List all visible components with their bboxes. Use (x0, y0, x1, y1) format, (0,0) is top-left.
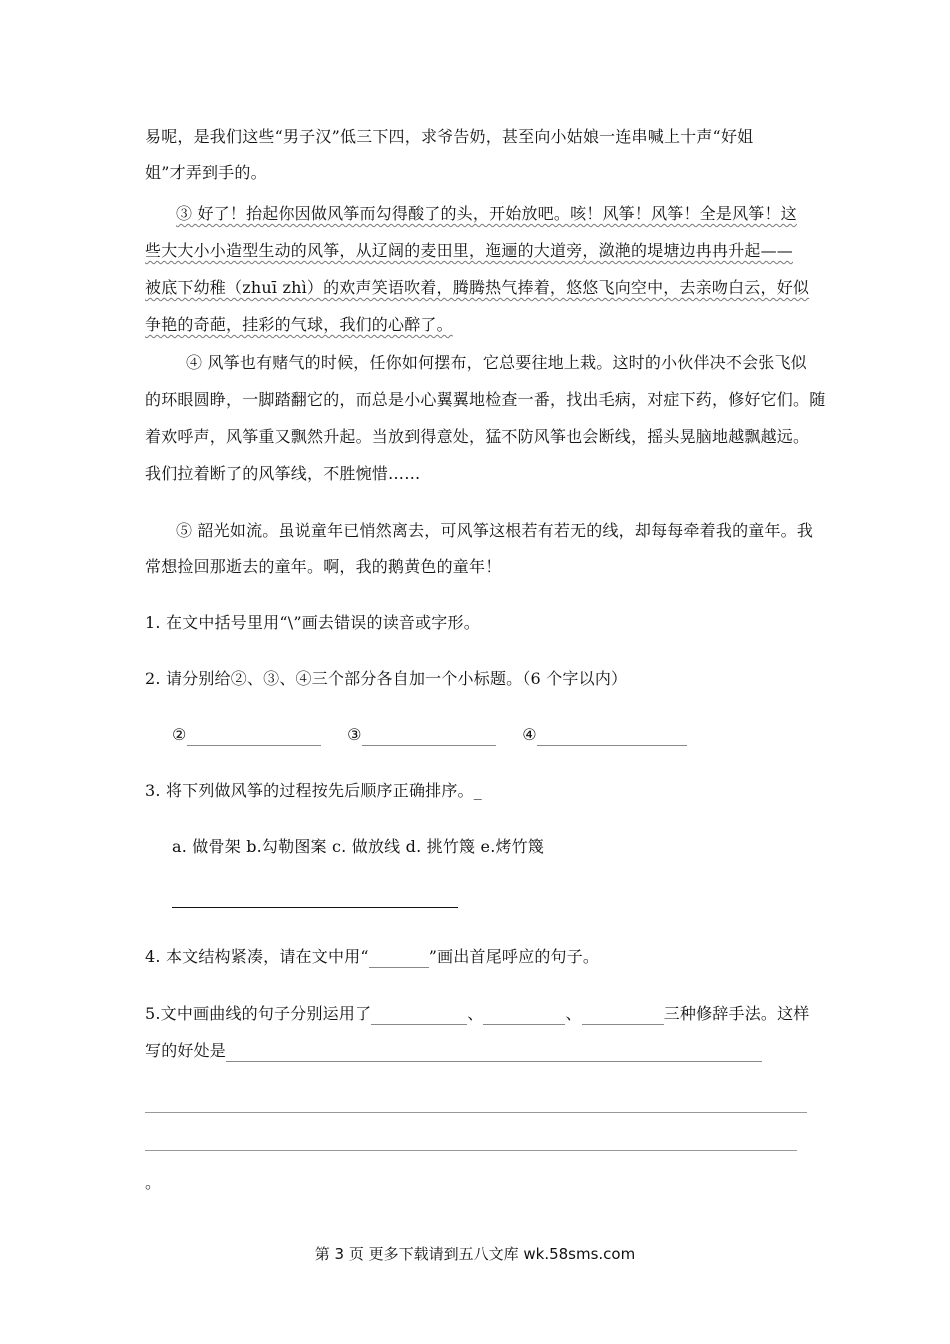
paragraph-3-line-1 (176, 203, 841, 225)
q2-answer-blank-4[interactable] (537, 727, 687, 746)
question-4 (145, 946, 810, 968)
paragraph-2-line-1: 易呢，是我们这些“男子汉”低三下四，求爷告奶，甚至向小姑娘一连串喊上十声“好姐 (145, 127, 754, 146)
q2-answer-blank-2[interactable] (187, 727, 321, 746)
q5-sep-1: 、 (467, 1004, 484, 1023)
answer-end-mark: 。 (145, 1173, 162, 1192)
question-1: 1. 在文中括号里用“\”画去错误的读音或字形。 (145, 613, 480, 632)
question-5 (145, 1003, 810, 1025)
paragraph-3-line-2: 些大大小小造型生动的风筝，从辽阔的麦田里，迤逦的大道旁，潋滟的堤塘边冉冉升起—— (145, 241, 794, 260)
question-3-options: a. 做骨架 b.勾勒图案 c. 做放线 d. 挑竹篾 e.烤竹篾 (172, 837, 545, 856)
q5-answer-blank[interactable] (226, 1043, 762, 1062)
question-2: 2. 请分别给②、③、④三个部分各自加一个小标题。（6 个字以内） (145, 669, 628, 688)
paragraph-4-line-3: 着欢呼声，风筝重又飘然升起。当放到得意处，猛不防风筝也会断线，摇头晃脑地越飘越远。 (145, 427, 810, 446)
q5-line-2-label: 写的好处是 (145, 1041, 227, 1060)
paragraph-2-line-2: 姐”才弄到手的。 (145, 163, 267, 182)
paragraph-4-line-1: ④ 风筝也有赌气的时候，任你如何摆布，它总要往地上栽。这时的小伙伴决不会张飞似 (186, 353, 807, 372)
answer-line-2[interactable] (145, 1150, 797, 1151)
paragraph-5-line-2: 常想捡回那逝去的童年。啊，我的鹅黄色的童年！ (145, 557, 502, 576)
q4-marker-blank (369, 949, 429, 968)
q4-suffix: ”画出首尾呼应的句子。 (428, 947, 600, 966)
paragraph-4-line-4: 我们拉着断了的风筝线，不胜惋惜…… (145, 464, 421, 483)
paragraph-3-line-3: 被底下幼稚（zhuī zhì）的欢声笑语吹着，腾腾热气捧着，悠悠飞向空中，去亲吻白云，好似 (145, 278, 810, 297)
question-5-line-2 (145, 1040, 810, 1062)
answer-line-1[interactable] (145, 1112, 807, 1113)
q2-answer-blank-3[interactable] (362, 727, 496, 746)
q5-suffix: 三种修辞手法。这样 (663, 1004, 810, 1023)
q5-blank-3[interactable] (582, 1006, 664, 1025)
q4-prefix: 4. 本文结构紧凑，请在文中用“ (145, 947, 369, 966)
paragraph-3-line-1-text: ③ 好了！抬起你因做风筝而勾得酸了的头，开始放吧。咳！风筝！风筝！全是风筝！这 (176, 204, 797, 223)
q2-mark-3: ③ (347, 725, 362, 744)
q5-blank-2[interactable] (483, 1006, 565, 1025)
question-2-answers (172, 724, 837, 746)
paragraph-3-line-4: 争艳的奇葩，挂彩的气球，我们的心醉了。 (145, 315, 453, 334)
question-3-answer-line[interactable] (172, 907, 458, 908)
paragraph-5-line-1: ⑤ 韶光如流。虽说童年已悄然离去，可风筝这根若有若无的线，却每每牵着我的童年。我 (176, 521, 814, 540)
paragraph-4-line-2: 的环眼圆睁，一脚踏翻它的，而总是小心翼翼地检查一番，找出毛病，对症下药，修好它们。随 (145, 390, 826, 409)
q5-blank-1[interactable] (371, 1006, 467, 1025)
q2-mark-4: ④ (522, 725, 537, 744)
q2-mark-2: ② (172, 725, 187, 744)
q5-sep-2: 、 (565, 1004, 582, 1023)
q5-prefix: 5.文中画曲线的句子分别运用了 (145, 1004, 372, 1023)
question-3: 3. 将下列做风筝的过程按先后顺序正确排序。_ (145, 781, 482, 800)
page-footer: 第 3 页 更多下载请到五八文库 wk.58sms.com (314, 1245, 636, 1263)
